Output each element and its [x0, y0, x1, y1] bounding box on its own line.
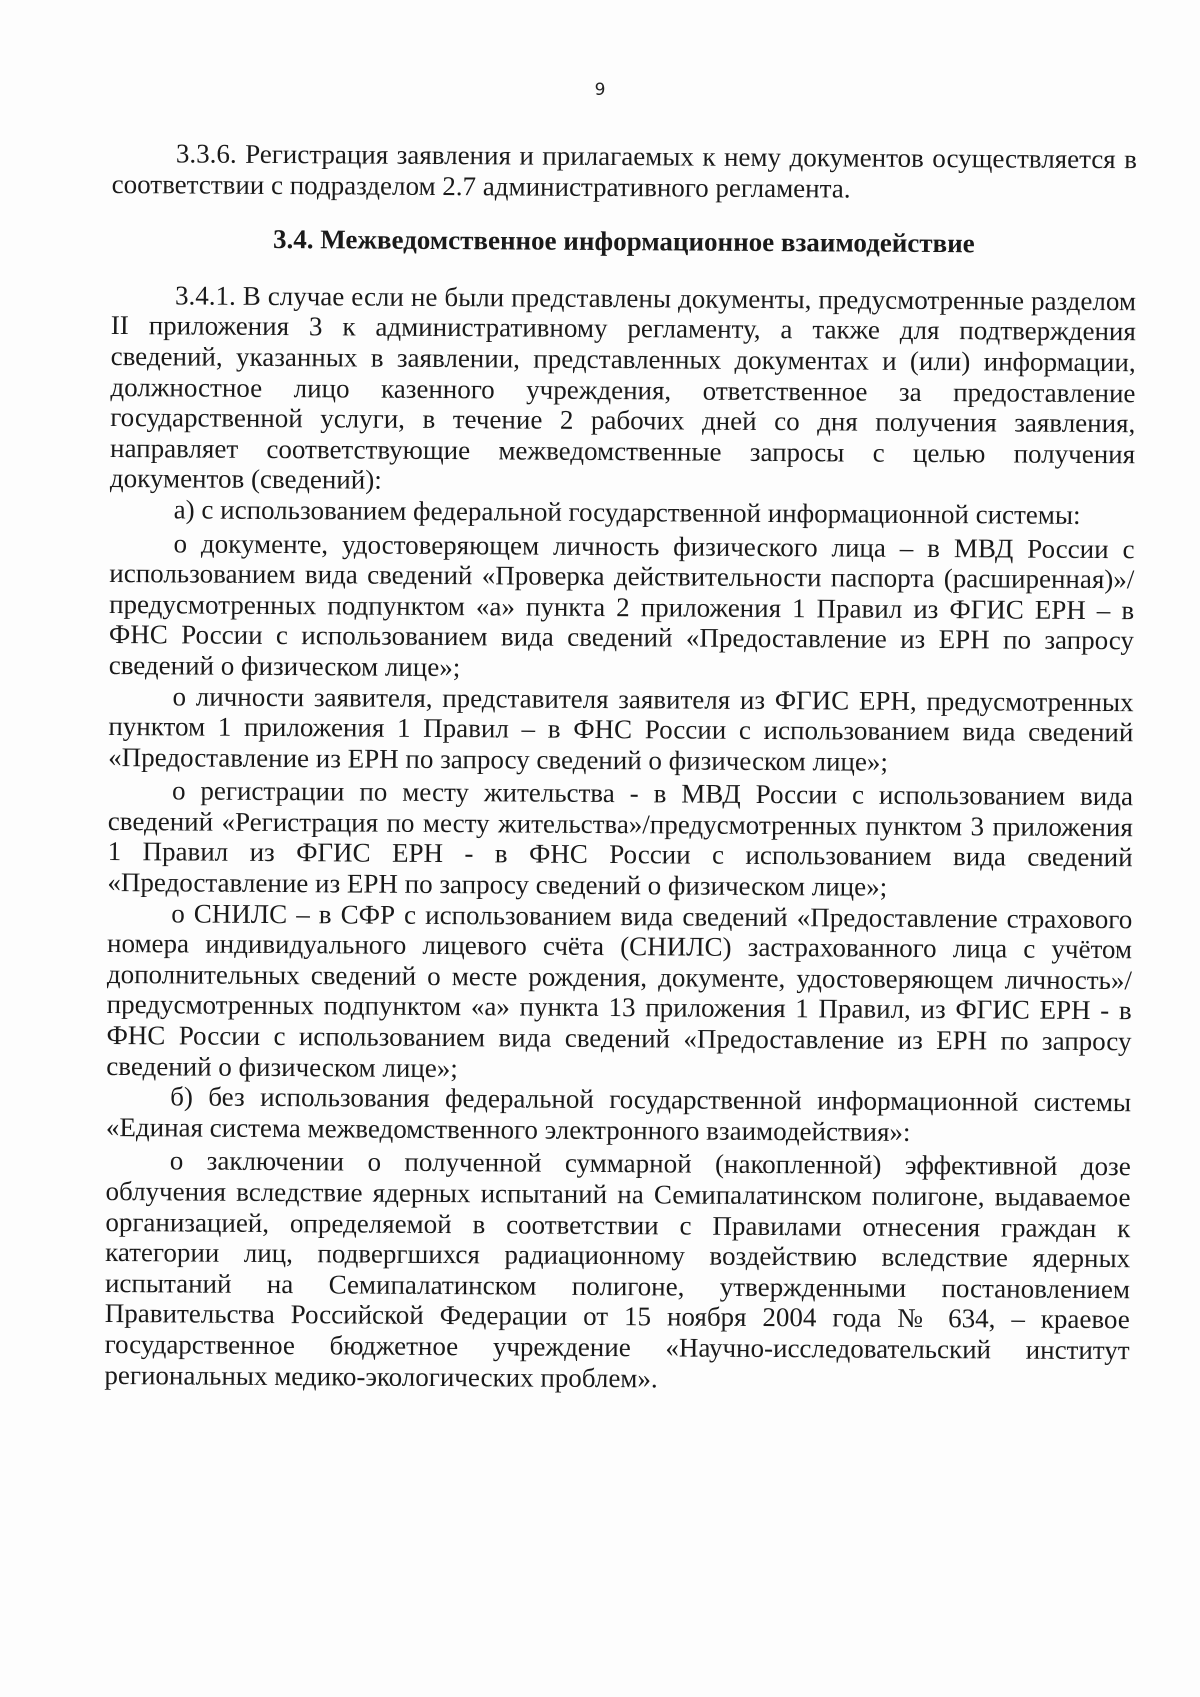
- paragraph-item-a: а) с использованием федеральной государственной информационной системы:: [173, 494, 1081, 530]
- paragraph-identity-document: о документе, удостоверяющем личность физического лица – в МВД России с использованием вида сведений «Проверка действительности паспорта (расширенная)»/предусмотренных подпунктом «а» пункта 2 приложения 1 Правил из ФГИС ЕРН – в ФНС России с использованием вида сведений «Предоставление из ЕРН по запросу сведений о физическом лице»;: [108, 527, 1135, 683]
- paragraph-applicant-identity: о личности заявителя, представителя заявителя из ФГИС ЕРН, предусмотренных пунктом 1 приложения 1 Правил – в ФНС России с использованием вида сведений «Предоставление из ЕРН по запросу сведений о физическом лице»;: [108, 680, 1134, 777]
- paragraph-registration: о регистрации по месту жительства - в МВД России с использованием вида сведений «Регистрация по месту жительства»/предусмотренных пунктом 3 приложения 1 Правил из ФГИС ЕРН - в ФНС России с использованием вида сведений «Предоставление из ЕРН по запросу сведений о физическом лице»;: [107, 775, 1134, 902]
- paragraph-semipalatinsk: о заключении о полученной суммарной (накопленной) эффективной дозе облучения вследствие ядерных испытаний на Семипалатинском полигоне, выдаваемое организацией, определяемой в соответствии с Правилами отнесения граждан к категории лиц, подвергшихся радиационному воздействию вследствие ядерных испытаний на Семипалатинском полигоне, утвержденными постановлением Правительства Российской Федерации от 15 ноября 2004 года № 634, – краевое государственное бюджетное учреждение «Научно-исследовательский институт региональных медико-экологических проблем».: [104, 1145, 1131, 1393]
- paragraph-item-b: б) без использования федеральной государственной информационной системы «Единая система межведомственного электронного взаимодействия»:: [105, 1081, 1132, 1147]
- paragraph-3-3-6: 3.3.6. Регистрация заявления и прилагаемых к нему документов осуществляется в соответствии с подразделом 2.7 административного регламента.: [111, 138, 1137, 204]
- paragraph-3-4-1: 3.4.1. В случае если не были представлены документы, предусмотренные разделом II приложения 3 к административному регламенту, а также для подтверждения сведений, указанных в заявлении, представленных документах и (или) информации, должностное лицо казенного учреждения, ответственное за предоставление государственной услуги, в течение 2 рабочих дней со дня получения заявления, направляет соответствующие межведомственные запросы с целью получения документов (сведений):: [109, 280, 1137, 495]
- page-number: 9: [594, 80, 606, 100]
- section-heading-3-4: 3.4. Межведомственное информационное взаимодействие: [272, 224, 975, 259]
- document-body: [104, 138, 1137, 1396]
- paragraph-snils: о СНИЛС – в СФР с использованием вида сведений «Предоставление страхового номера индивидуального лицевого счёта (СНИЛС) застрахованного лица с учётом дополнительных сведений о месте рождения, документе, удостоверяющем личность»/предусмотренных подпунктом «а» пункта 13 приложения 1 Правил, из ФГИС ЕРН - в ФНС России с использованием вида сведений «Предоставление из ЕРН по запросу сведений о физическом лице»;: [106, 898, 1133, 1083]
